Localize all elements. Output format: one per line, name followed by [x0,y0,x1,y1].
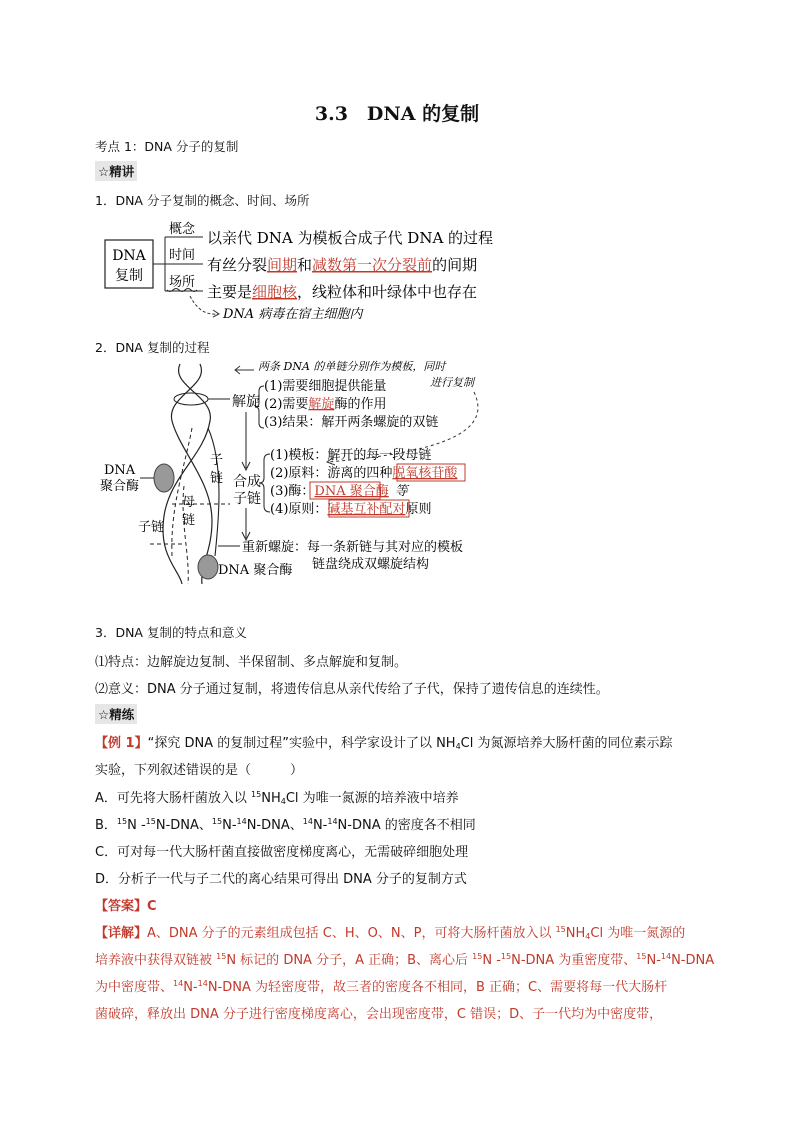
label-place: 场所 [169,275,196,290]
feature-line: ⑴特点：边解旋边复制、半保留制、多点解旋和复制。 [95,655,408,670]
example1-question: 【例 1】“探究 DNA 的复制过程”实验中，科学家设计了以 $NH_4Cl$ 为氮源培养大肠杆菌的同位素示踪 [95,736,673,751]
hand-note-2: 进行复制 [430,376,474,389]
option-c[interactable]: C．可对每一代大肠杆菌直接做密度梯度离心，无需破碎细胞处理 [95,845,469,860]
synth-step-4: (4)原则：碱基互补配对原则 [270,502,432,517]
detail-line-1: 【详解】A、DNA 分子的元素组成包括 C、H、O、N、P，可将大肠杆菌放入以 $^{15}NH_4Cl$ 为唯一氮源的 [95,925,686,941]
zilian-left-label: 子链 [138,520,165,535]
new-strand-dashed-2 [172,428,192,556]
mulian-label-b: 链 [182,513,196,528]
pol-bottom-label: DNA 聚合酶 [218,563,293,578]
section1-heading: 1．DNA 分子复制的概念、时间、场所 [95,193,310,208]
handnote-arrowhead [213,310,219,317]
detail-line-4: 菌破碎，释放出 DNA 分子进行密度梯度离心，会出现密度带，C 错误；D、子一代均为中密度带， [95,1007,663,1022]
replication-process-diagram [100,356,520,588]
hand-note-1: 两条 DNA 的单链分别作为模板，同时 [258,360,446,373]
time-text: 有丝分裂间期和减数第一次分裂前的间期 [207,256,478,274]
place-text: 主要是细胞核，线粒体和叶绿体中也存在 [207,283,478,301]
unwind-step-2: (2)需要解旋酶的作用 [264,397,387,412]
rewind-text-2: 链盘绕成双螺旋结构 [312,557,430,572]
synth-label-2: 子链 [233,491,261,507]
jinglian-tag: ☆精练 [95,704,137,724]
synth-step-3: (3)酶：DNA 聚合酶 等 [270,484,408,499]
unwind-step-1: (1)需要细胞提供能量 [264,379,387,394]
example1-question-line2: 实验，下列叙述错误的是（ ） [95,763,304,778]
section3-heading: 3．DNA 复制的特点和意义 [95,625,247,640]
option-d[interactable]: D．分析子一代与子二代的离心结果可得出 DNA 分子的复制方式 [95,872,467,887]
replication-concept-diagram [95,214,525,326]
label-concept: 概念 [169,222,196,237]
box-text-2: 复制 [115,268,143,284]
synth-step-1: (1)模板：解开的每一段母链 [270,448,432,463]
dna-polymerase-bottom-oval [198,555,218,579]
unwind-label: 解旋 [232,394,260,410]
rewind-text-1: 重新螺旋：每一条新链与其对应的模板 [242,540,464,555]
synth-label-1: 合成 [233,474,261,490]
dna-polymerase-left-oval [154,464,174,492]
option-b[interactable]: B．$^{15}$N -$^{15}$N-DNA、$^{15}$N-$^{14}$N-DNA、$^{14}$N-$^{14}$N-DNA 的密度各不相同 [95,817,476,833]
hand-note: DNA 病毒在宿主细胞内 [223,307,363,322]
detail-line-2: 培养液中获得双链被 $^{15}$N 标记的 DNA 分子，A 正确；B、离心后 $^{15}$N -$^{15}$N-DNA 为重密度带、$^{15}$N-$^{14}$N-DNA [95,952,715,968]
synth-step-2: (2)原料：游离的四种脱氧核苷酸 [270,466,458,481]
page-title: 3.3 DNA 的复制 [314,103,480,125]
answer: 【答案】C [95,899,157,914]
section2-heading: 2．DNA 复制的过程 [95,340,210,355]
label-time: 时间 [169,248,196,263]
concept-text: 以亲代 DNA 为模板合成子代 DNA 的过程 [207,229,494,247]
kaodian-heading: 考点 1：DNA 分子的复制 [95,139,239,154]
pol-left-label-2: 聚合酶 [100,479,140,494]
zilian-label-b: 链 [210,471,224,486]
parent-strand-right [171,364,212,584]
option-a[interactable]: A．可先将大肠杆菌放入以 $^{15}NH_4Cl$ 为唯一氮源的培养液中培养 [95,790,459,806]
box-text-1: DNA [112,248,146,264]
unwind-step-3: (3)结果：解开两条螺旋的双链 [264,415,439,430]
meaning-line: ⑵意义：DNA 分子通过复制，将遗传信息从亲代传给了子代，保持了遗传信息的连续性。 [95,682,609,697]
jingjiang-tag: ☆精讲 [95,161,137,181]
mulian-label-a: 母 [182,495,196,510]
pol-left-label-1: DNA [104,463,136,478]
new-strand-solid [208,428,219,556]
zilian-label-a: 子 [210,453,224,468]
detail-line-3: 为中密度带、$^{14}$N-$^{14}$N-DNA 为轻密度带，故三者的密度各不相同，B 正确；C、需要将每一代大肠杆 [95,979,668,995]
